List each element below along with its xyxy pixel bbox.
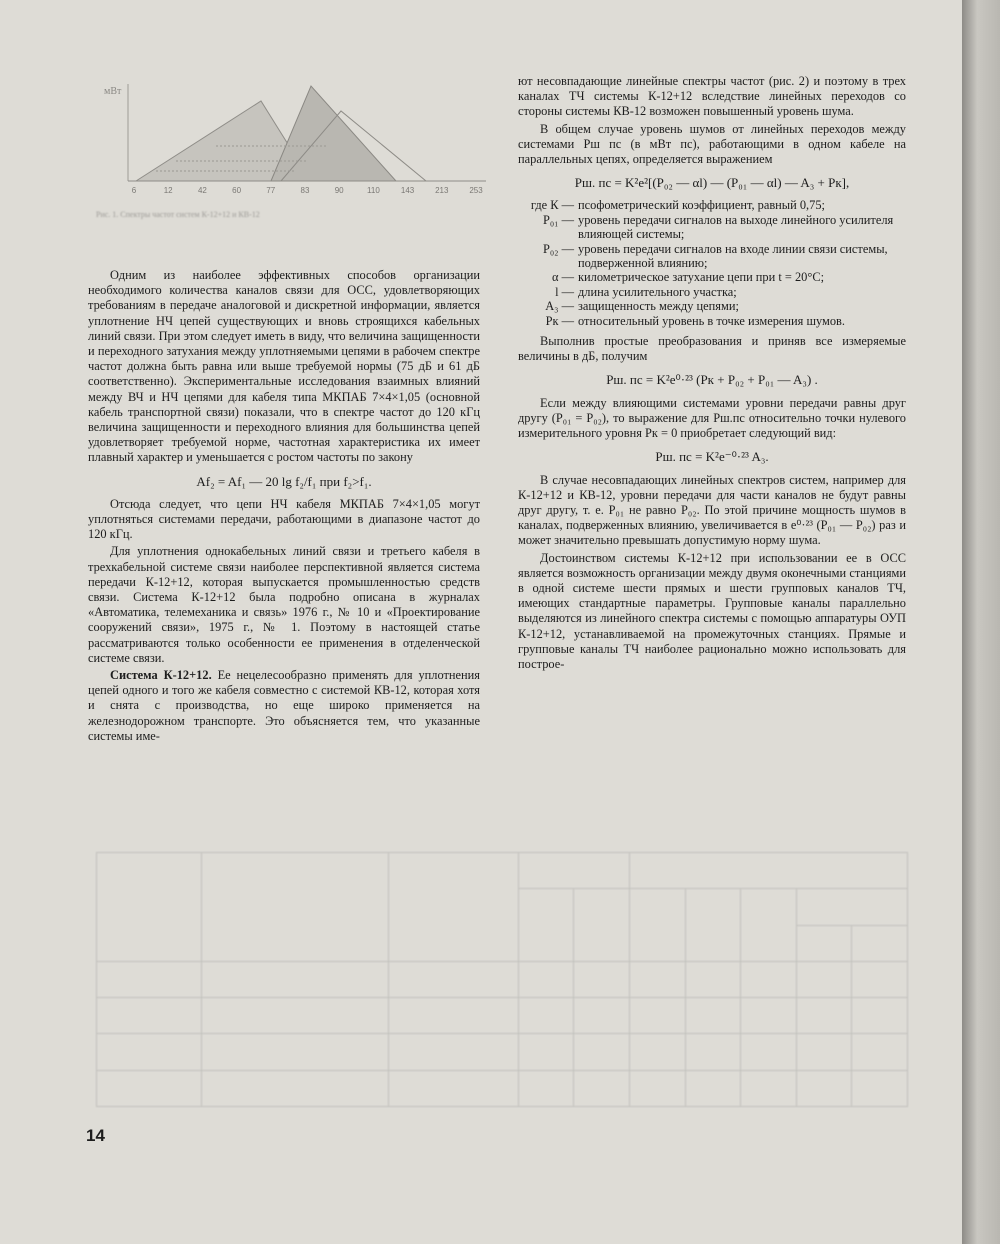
definition-text: относительный уровень в точке измерения шумов. xyxy=(578,313,846,328)
left-paragraph-4-text: Ее нецелесообразно применять для уплотнения цепей одного и того же кабеля совместно с системой КВ-12, которая хотя и снята с производства, но еще широко применяется на железнодорожном транспорте. Это объясняется тем, что указанные системы име- xyxy=(88,668,481,743)
definition-row xyxy=(518,213,906,242)
left-paragraph-4 xyxy=(88,668,480,744)
figure-x-tick-label: 253 xyxy=(469,186,483,195)
definition-symbol: P₀₂ — xyxy=(542,241,574,256)
definition-text: длина усилительного участка; xyxy=(578,284,737,299)
page-number: 14 xyxy=(86,1126,105,1145)
definition-text: защищенность между цепями; xyxy=(578,299,739,314)
attenuation-formula: Af₂ = Af₁ — 20 lg f₂/f₁ при f₂>f₁. xyxy=(196,473,372,489)
definition-symbol: α — xyxy=(552,270,574,285)
figure-x-tick-label: 6 xyxy=(131,186,137,195)
definition-text: псофометрический коэффициент, равный 0,75; xyxy=(578,198,825,213)
noise-formula-1: Pш. пс = K²e²[(P₀₂ — αl) — (P₀₁ — αl) — A₃ + Pк], xyxy=(574,175,850,191)
figure-x-tick-label: 42 xyxy=(197,186,207,195)
definition-row xyxy=(518,285,906,299)
definition-row xyxy=(518,314,906,328)
left-paragraph-2: Отсюда следует, что цепи НЧ кабеля МКПАБ 7×4×1,05 могут уплотняться системами передачи, работающими в диапазоне частот до 120 кГц. xyxy=(88,496,480,542)
definition-row xyxy=(518,198,906,212)
spectrum-triangle-2 xyxy=(271,86,396,181)
figure-x-tick-label: 12 xyxy=(163,186,173,195)
spectrum-diagram xyxy=(96,76,488,206)
definitions-list xyxy=(518,198,906,328)
figure-x-tick-label: 213 xyxy=(435,186,449,195)
right-paragraph-3: Выполнив простые преобразования и приняв все измеряемые величины в дБ, получим xyxy=(518,334,906,364)
definition-row xyxy=(518,299,906,313)
figure-x-tick-label: 143 xyxy=(400,186,415,195)
noise-formula-3: Pш. пс = K²e⁻⁰·²³ A₃. xyxy=(655,449,769,465)
right-paragraph-6: Достоинством системы К-12+12 при использовании ее в ОСС является возможность организации между двумя оконечными станциями в одной системе шести прямых и шести групповых каналов ТЧ, имеющих стандартные параметры. Групповые каналы параллельно выделяются из линейного спектра системы с помощью аппаратуры ОУП К-12+12, устанавливаемой на промежуточных станциях. Прямые и групповые каналы ТЧ наиболее рационально можно использовать для построе- xyxy=(518,550,906,671)
definition-symbol: Pк — xyxy=(545,313,574,328)
figure-x-tick-label: 110 xyxy=(367,186,380,195)
right-paragraph-4: Если между влияющими системами уровни передачи равны друг другу (P₀₁ = P₀₂), то выражение для Pш.пс относительно точки нулевого измерительного уровня Pк = 0 приобретает следующий вид: xyxy=(518,395,906,441)
faded-table xyxy=(96,852,908,1107)
section-heading: Система К-12+12. xyxy=(110,668,212,683)
definition-symbol: где К — xyxy=(530,198,574,213)
figure-x-tick-label: 60 xyxy=(232,186,242,195)
definition-text: уровень передачи сигналов на выходе линейного усилителя влияющей системы; xyxy=(578,212,894,242)
right-paragraph-1: ют несовпадающие линейные спектры частот (рис. 2) и поэтому в трех каналах ТЧ системы К-12+12 вследствие линейных переходов со стороны системы КВ-12 возможен повышенный уровень шума. xyxy=(518,74,906,119)
definition-text: километрическое затухание цепи при t = 20°C; xyxy=(578,270,825,285)
right-paragraph-5: В случае несовпадающих линейных спектров систем, например для К-12+12 и КВ-12, уровни передачи для части каналов не будут равны друг другу, т. е. P₀₁ не равно P₀₂. По этой причине мощность шумов в каналах, подверженных влиянию, увеличивается в e⁰·²³ (P₀₁ — P₀₂) раз и может значительно превышать допустимую норму шума. xyxy=(518,472,906,548)
right-paragraph-2: В общем случае уровень шумов от линейных переходов между системами Pш пс (в мВт пс), работающими в одном кабеле на параллельных цепях, определяется выражением xyxy=(518,121,906,167)
figure-axis-y-label: мВт xyxy=(104,86,122,97)
definition-text: уровень передачи сигналов на входе линии связи системы, подверженной влиянию; xyxy=(578,241,888,271)
noise-formula-2: Pш. пс = K²e⁰·²³ (Pк + P₀₂ + P₀₁ — A₃) . xyxy=(606,372,818,388)
definition-row xyxy=(518,242,906,271)
figure-x-tick-label: 83 xyxy=(300,186,310,195)
definition-row xyxy=(518,270,906,284)
figure-x-tick-label: 90 xyxy=(334,186,344,195)
spectrum-figure xyxy=(96,76,488,266)
figure-x-tick-label: 77 xyxy=(266,186,276,195)
page-spine-shadow xyxy=(962,0,1000,1244)
definition-symbol: l — xyxy=(555,284,574,299)
definition-symbol: A₃ — xyxy=(545,299,574,314)
definition-symbol: P₀₁ — xyxy=(542,212,574,227)
figure-caption: Рис. 1. Спектры частот систем К-12+12 и КВ-12 xyxy=(96,210,260,219)
parameters-table xyxy=(96,852,908,1107)
left-paragraph-3: Для уплотнения однокабельных линий связи и третьего кабеля в трехкабельной системе связи наиболее перспективной является система передачи К-12+12, которая выпускается промышленностью средств связи. Система К-12+12 была подробно описана в журналах «Автоматика, телемеханика и связь» 1976 г., № 10 и «Проектирование сооружений связи», 1975 г., № 1. Поэтому в настоящей статье рассматриваются только особенности ее применения в отделенческой системе связи. xyxy=(88,544,480,665)
left-column xyxy=(88,268,480,746)
left-paragraph-1: Одним из наиболее эффективных способов организации необходимого количества каналов связи для ОСС, удовлетворяющих требованиям в передаче аналоговой и дискретной информации, является уплотнение НЧ цепей существующих и вновь строящихся кабельных линий связи. При этом следует иметь в виду, что величина защищенности и переходного затухания между уплотняемыми цепями в рабочем спектре частот должна быть равна или выше требуемой нормы (75 дБ и 61 дБ соответственно). Экспериментальные исследования взаимных влияний между ВЧ и НЧ цепями для кабеля типа МКПАБ 7×4×1,05 (основной кабель транспортной связи) показали, что в спектре частот до 120 кГц величина защищенности и переходного влияния для большинства цепей удовлетворяет требуемой норме, частотная характеристика их имеет плавный характер и уменьшается с ростом частоты по закону xyxy=(88,268,480,465)
right-column xyxy=(518,74,906,674)
